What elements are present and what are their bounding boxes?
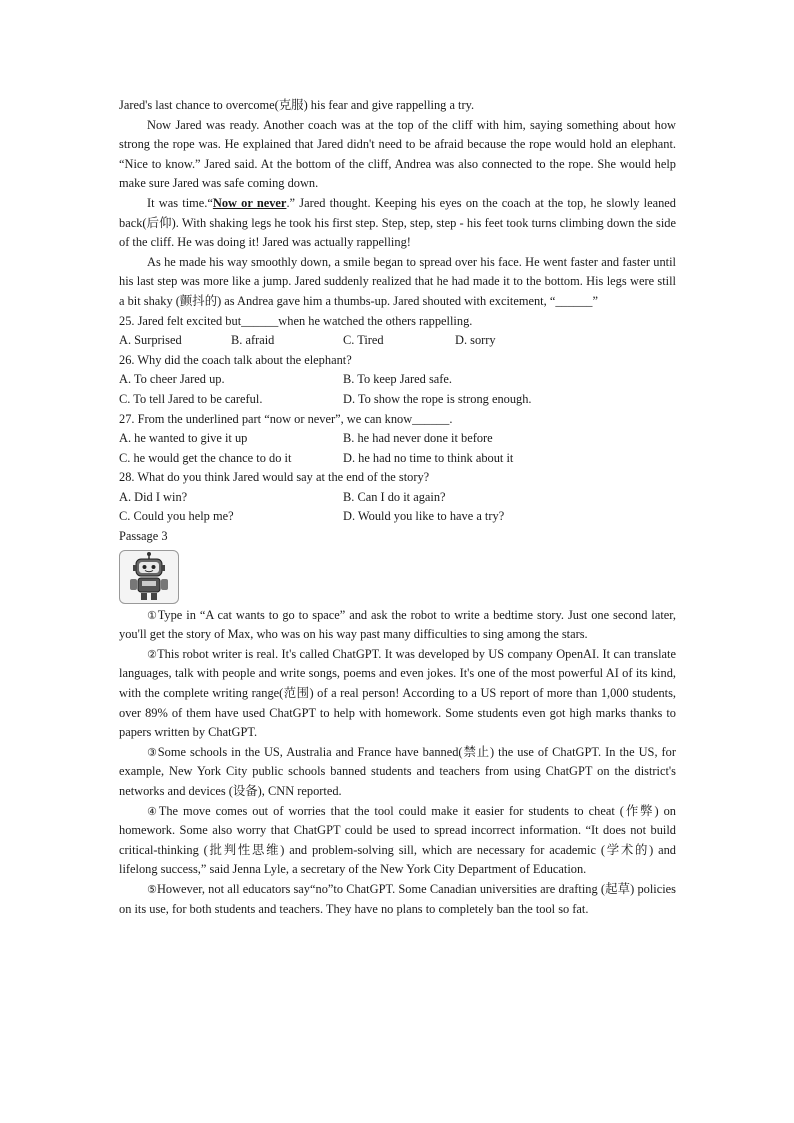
passage2-para1: Now Jared was ready. Another coach was at the top of the cliff with him, saying something about how strong the rope was. He explained that Jared didn't need to be afraid because the rope would hold an elephant. “Nice to know.” Jared said. At the bottom of the cliff, Andrea was also connected to the rope. She would help make sure Jared was safe coming down.: [119, 117, 676, 191]
option: C. Could you help me?: [119, 509, 234, 524]
robot-icon: [120, 551, 178, 603]
option: D. To show the rope is strong enough.: [343, 391, 532, 406]
option: B. Can I do it again?: [343, 489, 446, 504]
option: D. Would you like to have a try?: [343, 509, 505, 524]
option: D. he had no time to think about it: [343, 450, 514, 465]
option: C. Tired: [343, 333, 384, 348]
underlined-phrase: Now or never: [212, 195, 287, 210]
passage2-para2: It was time.“Now or never.” Jared thought. Keeping his eyes on the coach at the top, he slowly leaned back(后仰). With shaking legs he took his first step. Step, step, step - his feet took turns climbing down the side of the cliff. He was doing it! Jared was actually rappelling!: [119, 195, 676, 250]
option: B. he had never done it before: [343, 431, 493, 446]
passage2-line0: Jared's last chance to overcome(克服) his fear and give rappelling a try.: [119, 98, 475, 112]
option: C. he would get the chance to do it: [119, 450, 292, 465]
passage3-para4: ④The move comes out of worries that the tool could make it easier for students to cheat (作弊) on homework. Some also worry that ChatGPT could be used to spread incorrect information. “It does not build critical-thinking (批判性思维) and problem-solving sill, which are necessary for academic (学术的) and lifelong success,” said Jenna Lyle, a secretary of the New York City Department of Education.: [119, 803, 676, 877]
option: A. Did I win?: [119, 489, 188, 504]
passage3-para3: ③Some schools in the US, Australia and France have banned(禁止) the use of ChatGPT. In the US, for example, New York City public schools banned students and teachers from using ChatGPT on the district's networks and devices (设备), CNN reported.: [119, 744, 676, 798]
passage3-para5: ⑤However, not all educators say“no”to ChatGPT. Some Canadian universities are drafting (起草) policies on its use, for both students and teachers. They have no plans to completely ban the tool so fat.: [119, 881, 676, 916]
question-26: 26. Why did the coach talk about the elephant? A. To cheer Jared up. B. To keep Jared safe. C. To tell Jared to be careful. D. To show the rope is strong enough.: [119, 351, 676, 410]
option: D. sorry: [455, 333, 496, 348]
option: A. he wanted to give it up: [119, 431, 248, 446]
passage3-title: Passage 3: [119, 529, 168, 544]
question-27: 27. From the underlined part “now or never”, we can know______. A. he wanted to give it up B. he had never done it before C. he would get the chance to do it D. he had no time to think about it: [119, 410, 676, 469]
passage2-para3: As he made his way smoothly down, a smile began to spread over his face. He went faster and faster until his last step was more like a jump. Jared suddenly realized that he had made it to the bottom. His legs were still a bit shaky (颤抖的) as Andrea gave him a thumbs-up. Jared shouted with excitement, “______”: [119, 254, 676, 308]
option: A. Surprised: [119, 333, 182, 348]
option: B. To keep Jared safe.: [343, 372, 453, 387]
option: C. To tell Jared to be careful.: [119, 391, 263, 406]
option: A. To cheer Jared up.: [119, 372, 225, 387]
option: B. afraid: [231, 333, 275, 348]
robot-illustration: [119, 550, 179, 604]
passage3-para1: ①Type in “A cat wants to go to space” and ask the robot to write a bedtime story. Just one second later, you'll get the story of Max, who was on his way past many difficulties to sing among the stars.: [119, 607, 676, 642]
question-25: 25. Jared felt excited but______when he watched the others rappelling. A. Surprised B. afraid C. Tired D. sorry: [119, 312, 676, 351]
question-28: 28. What do you think Jared would say at the end of the story? A. Did I win? B. Can I do it again? C. Could you help me? D. Would you like to have a try?: [119, 468, 676, 527]
passage3-para2: ②This robot writer is real. It's called ChatGPT. It was developed by US company OpenAI. It can translate languages, talk with people and write songs, poems and even jokes. It's one of the most powerful AI of its kind, with the complete writing range(范围) of a real person! According to a US report of more than 1,000 students, over 89% of them have used ChatGPT to help with homework. Some students even got high marks thanks to papers written by ChatGPT.: [119, 646, 676, 740]
document-page: [119, 96, 676, 919]
